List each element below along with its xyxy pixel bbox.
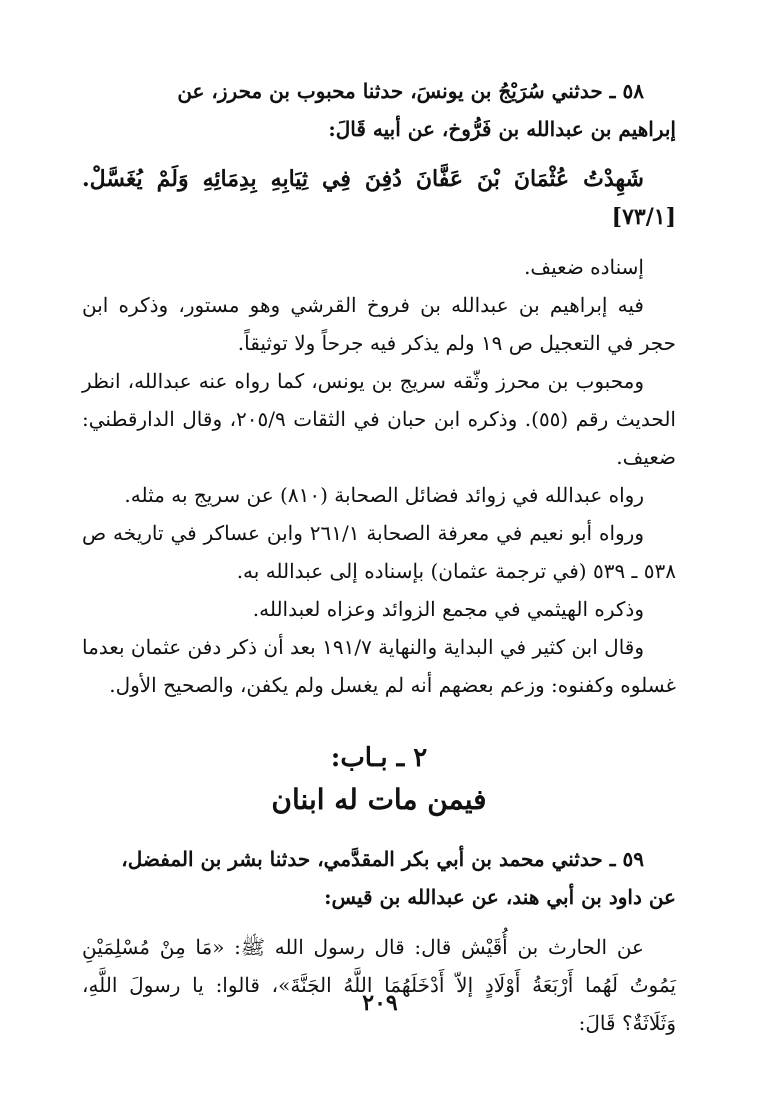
hadith-58-text-block	[82, 160, 676, 236]
chapter-title: فيمن مات له ابنان	[271, 783, 487, 816]
hadith-59-text: عن الحارث بن أُقَيْش قال: قال رسول الله ﷺ: «مَا مِنْ مُسْلِمَيْنِ يَمُوتُ لَهُما أَرْبَعَةُ أَوْلَادٍ إلاّ أَدْخَلَهُمَا اللَّهُ الجَنَّةَ»، قالوا: يا رسولَ اللَّهِ، وَثَلَاثَةٌ؟ قَالَ:	[82, 935, 676, 1035]
chapter-number: ٢ ـ بـاب:	[330, 743, 428, 773]
hadith-58-text: شَهِدْتُ عُثْمَانَ بْنَ عَفَّانَ دُفِنَ فِي ثِيَابِهِ بِدِمَائِهِ وَلَمْ يُغَسَّلْ. [٧٣/١]	[82, 166, 676, 230]
page-number: ٢٠٩	[362, 990, 398, 1016]
hadith-59-chain-line-2: عن داود بن أبي هند، عن عبدالله بن قيس:	[324, 885, 676, 909]
note-ibn-kathir: وقال ابن كثير في البداية والنهاية ١٩١/٧ بعد أن ذكر دفن عثمان بعدما غسلوه وكفنوه: وزعم بعضهم أنه لم يغسل ولم يكفن، والصحيح الأول.	[82, 635, 676, 697]
note-abu-nuaym: ورواه أبو نعيم في معرفة الصحابة ٢٦١/١ وابن عساكر في تاريخه ص ٥٣٨ ـ ٥٣٩ (في ترجمة عثمان) بإسناده إلى عبدالله به.	[82, 521, 676, 583]
hadith-59-chain-line-1: ٥٩ ـ حدثني محمد بن أبي بكر المقدَّمي، حدثنا بشر بن المفضل،	[121, 847, 644, 871]
hadith-58-chain-line-2: إبراهيم بن عبدالله بن فَرُّوخ، عن أبيه قَالَ:	[328, 117, 676, 141]
hadith-59-chain	[82, 840, 676, 916]
hadith-58-chain	[82, 72, 676, 148]
note-mahbub: ومحبوب بن محرز وثّقه سريج بن يونس، كما رواه عنه عبدالله، انظر الحديث رقم (٥٥). وذكره ابن حبان في الثقات ٢٠٥/٩، وقال الدارقطني: ضعيف.	[82, 369, 676, 469]
hadith-58-chain-line-1: ٥٨ ـ حدثني سُرَيْجُ بن يونسَ، حدثنا محبوب بن محرز، عن	[177, 79, 644, 103]
chapter-heading	[82, 738, 676, 822]
hadith-59-text-block	[82, 928, 676, 1042]
note-isnad-grade: إسناده ضعيف.	[524, 255, 644, 279]
note-haythami: وذكره الهيثمي في مجمع الزوائد وعزاه لعبدالله.	[252, 597, 644, 621]
note-ibrahim: فيه إبراهيم بن عبدالله بن فروخ القرشي وهو مستور، وذكره ابن حجر في التعجيل ص ١٩ ولم يذكر فيه جرحاً ولا توثيقاً.	[82, 293, 676, 355]
note-zawaid: رواه عبدالله في زوائد فضائل الصحابة (٨١٠) عن سريج به مثله.	[124, 483, 644, 507]
hadith-58-notes	[82, 248, 676, 704]
